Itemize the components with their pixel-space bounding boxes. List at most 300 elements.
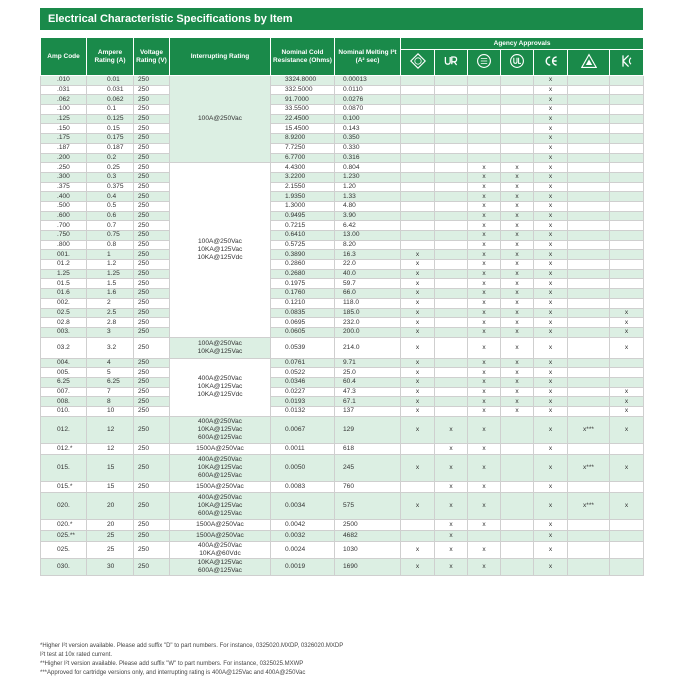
approval-mark-cell: x <box>401 454 435 481</box>
interrupting-rating-cell: 1500A@250Vac <box>170 481 271 492</box>
ampere-rating-cell: 2.5 <box>87 308 134 318</box>
approval-mark-cell <box>435 377 468 387</box>
table-row <box>41 172 644 182</box>
amp-code-cell: 6.25 <box>41 377 87 387</box>
voltage-rating-cell: 250 <box>134 114 170 124</box>
approval-mark-cell: x <box>534 308 568 318</box>
table-row <box>41 211 644 221</box>
approval-mark-cell <box>435 95 468 105</box>
approval-mark-cell <box>401 519 435 530</box>
cold-resistance-cell: 8.9200 <box>271 134 335 144</box>
amp-code-cell: .300 <box>41 172 87 182</box>
header-cold-resistance: Nominal Cold Resistance (Ohms) <box>271 38 335 76</box>
approval-mark-cell <box>610 76 644 86</box>
approval-mark-cell <box>468 153 501 163</box>
ampere-rating-cell: 0.2 <box>87 153 134 163</box>
table-row <box>41 541 644 558</box>
approval-mark-cell: x*** <box>568 492 610 519</box>
approval-mark-cell: x <box>534 368 568 378</box>
table-row <box>41 387 644 397</box>
approval-mark-cell: x <box>468 298 501 308</box>
approval-mark-cell: x <box>501 221 534 231</box>
approval-mark-cell <box>468 85 501 95</box>
approval-mark-cell: x <box>401 492 435 519</box>
approval-mark-cell: x <box>534 143 568 153</box>
melting-i2t-cell: 59.7 <box>335 279 401 289</box>
voltage-rating-cell: 250 <box>134 85 170 95</box>
amp-code-cell: .125 <box>41 114 87 124</box>
voltage-rating-cell: 250 <box>134 182 170 192</box>
voltage-rating-cell: 250 <box>134 143 170 153</box>
voltage-rating-cell: 250 <box>134 279 170 289</box>
approval-mark-cell <box>568 358 610 368</box>
approval-mark-cell <box>610 221 644 231</box>
approval-mark-cell <box>435 250 468 260</box>
cold-resistance-cell: 0.1760 <box>271 289 335 299</box>
approval-mark-cell <box>610 558 644 575</box>
cold-resistance-cell: 0.0019 <box>271 558 335 575</box>
approval-mark-cell: x <box>610 397 644 407</box>
approval-mark-cell: x <box>534 481 568 492</box>
cold-resistance-cell: 0.0067 <box>271 416 335 443</box>
approval-mark-cell <box>568 318 610 328</box>
approval-mark-cell <box>568 260 610 270</box>
approval-mark-cell: x <box>534 260 568 270</box>
approval-mark-cell: x <box>435 492 468 519</box>
approval-mark-cell: x <box>468 358 501 368</box>
approval-mark-cell: x <box>468 182 501 192</box>
approval-mark-cell: x <box>534 182 568 192</box>
approval-mark-cell: x <box>435 443 468 454</box>
melting-i2t-cell: 0.143 <box>335 124 401 134</box>
ampere-rating-cell: 6.25 <box>87 377 134 387</box>
interrupting-rating-cell: 100A@250Vac 10KA@125Vac 10KA@125Vdc <box>170 163 271 337</box>
interrupting-rating-cell: 400A@250Vac 10KA@125Vac 600A@125Vac <box>170 454 271 481</box>
voltage-rating-cell: 250 <box>134 134 170 144</box>
approval-mark-cell <box>568 240 610 250</box>
approval-mark-cell <box>610 231 644 241</box>
approval-mark-cell <box>568 182 610 192</box>
approval-mark-cell <box>568 279 610 289</box>
approval-mark-cell: x <box>501 163 534 173</box>
approval-mark-cell <box>568 114 610 124</box>
melting-i2t-cell: 200.0 <box>335 327 401 337</box>
approval-mark-cell: x <box>468 289 501 299</box>
pse-icon <box>401 50 435 76</box>
approval-mark-cell: x <box>501 337 534 358</box>
ampere-rating-cell: 10 <box>87 407 134 417</box>
approval-mark-cell <box>401 172 435 182</box>
ampere-rating-cell: 3.2 <box>87 337 134 358</box>
ampere-rating-cell: 0.031 <box>87 85 134 95</box>
approval-mark-cell <box>568 327 610 337</box>
table-row <box>41 153 644 163</box>
amp-code-cell: 003. <box>41 327 87 337</box>
amp-code-cell: 01.2 <box>41 260 87 270</box>
approval-mark-cell: x <box>401 260 435 270</box>
approval-mark-cell <box>610 519 644 530</box>
approval-mark-cell <box>468 95 501 105</box>
approval-mark-cell <box>435 387 468 397</box>
approval-mark-cell <box>435 182 468 192</box>
approval-mark-cell <box>401 95 435 105</box>
approval-mark-cell <box>610 541 644 558</box>
voltage-rating-cell: 250 <box>134 240 170 250</box>
ampere-rating-cell: 0.01 <box>87 76 134 86</box>
approval-mark-cell: x <box>401 387 435 397</box>
table-row <box>41 519 644 530</box>
approval-mark-cell: x <box>468 240 501 250</box>
approval-mark-cell: x <box>468 318 501 328</box>
interrupting-rating-cell: 400A@250Vac 10KA@125Vac 600A@125Vac <box>170 416 271 443</box>
melting-i2t-cell: 0.00013 <box>335 76 401 86</box>
approval-mark-cell <box>501 541 534 558</box>
approval-mark-cell <box>568 76 610 86</box>
header-ampere-rating: Ampere Rating (A) <box>87 38 134 76</box>
table-row <box>41 289 644 299</box>
voltage-rating-cell: 250 <box>134 76 170 86</box>
cold-resistance-cell: 91.7000 <box>271 95 335 105</box>
voltage-rating-cell: 250 <box>134 481 170 492</box>
melting-i2t-cell: 0.0110 <box>335 85 401 95</box>
approval-mark-cell <box>568 269 610 279</box>
melting-i2t-cell: 575 <box>335 492 401 519</box>
approval-mark-cell: x <box>534 443 568 454</box>
ampere-rating-cell: 0.375 <box>87 182 134 192</box>
amp-code-cell: 015. <box>41 454 87 481</box>
melting-i2t-cell: 8.20 <box>335 240 401 250</box>
footnote: ***Approved for cartridge versions only, and interrupting rating is 400A@125Vac and 400A@250Vac <box>40 670 306 676</box>
melting-i2t-cell: 760 <box>335 481 401 492</box>
approval-mark-cell: x <box>501 250 534 260</box>
approval-mark-cell <box>401 85 435 95</box>
approval-mark-cell: x <box>534 153 568 163</box>
cold-resistance-cell: 0.3890 <box>271 250 335 260</box>
voltage-rating-cell: 250 <box>134 163 170 173</box>
ce-icon <box>534 50 568 76</box>
approval-mark-cell <box>568 163 610 173</box>
approval-mark-cell <box>610 358 644 368</box>
cold-resistance-cell: 0.9495 <box>271 211 335 221</box>
approval-mark-cell <box>401 443 435 454</box>
approval-mark-cell: x <box>534 416 568 443</box>
approval-mark-cell <box>610 289 644 299</box>
voltage-rating-cell: 250 <box>134 308 170 318</box>
approval-mark-cell <box>401 240 435 250</box>
approval-mark-cell <box>401 163 435 173</box>
approval-mark-cell <box>435 358 468 368</box>
melting-i2t-cell: 66.0 <box>335 289 401 299</box>
voltage-rating-cell: 250 <box>134 558 170 575</box>
amp-code-cell: 015.* <box>41 481 87 492</box>
ampere-rating-cell: 4 <box>87 358 134 368</box>
table-row <box>41 454 644 481</box>
melting-i2t-cell: 22.0 <box>335 260 401 270</box>
approval-mark-cell <box>501 76 534 86</box>
melting-i2t-cell: 0.0870 <box>335 105 401 115</box>
amp-code-cell: .062 <box>41 95 87 105</box>
approval-mark-cell: x <box>610 454 644 481</box>
melting-i2t-cell: 1.20 <box>335 182 401 192</box>
melting-i2t-cell: 2500 <box>335 519 401 530</box>
cold-resistance-cell: 332.5000 <box>271 85 335 95</box>
approval-mark-cell <box>568 519 610 530</box>
header-voltage-rating: Voltage Rating (V) <box>134 38 170 76</box>
approval-mark-cell <box>501 153 534 163</box>
amp-code-cell: 004. <box>41 358 87 368</box>
table-row <box>41 134 644 144</box>
approval-mark-cell <box>610 114 644 124</box>
approval-mark-cell: x <box>401 541 435 558</box>
melting-i2t-cell: 0.316 <box>335 153 401 163</box>
table-row <box>41 192 644 202</box>
approval-mark-cell <box>568 143 610 153</box>
melting-i2t-cell: 214.0 <box>335 337 401 358</box>
cold-resistance-cell: 0.0227 <box>271 387 335 397</box>
voltage-rating-cell: 250 <box>134 298 170 308</box>
table-row <box>41 298 644 308</box>
melting-i2t-cell: 1.230 <box>335 172 401 182</box>
table-row <box>41 492 644 519</box>
ampere-rating-cell: 0.187 <box>87 143 134 153</box>
approval-mark-cell: x <box>401 358 435 368</box>
approval-mark-cell <box>568 172 610 182</box>
table-row <box>41 481 644 492</box>
approval-mark-cell: x <box>468 327 501 337</box>
ampere-rating-cell: 0.75 <box>87 231 134 241</box>
cold-resistance-cell: 0.0034 <box>271 492 335 519</box>
approval-mark-cell <box>568 530 610 541</box>
header-amp-code: Amp Code <box>41 38 87 76</box>
cold-resistance-cell: 0.1210 <box>271 298 335 308</box>
approval-mark-cell: x <box>534 105 568 115</box>
approval-mark-cell: x <box>468 337 501 358</box>
ampere-rating-cell: 20 <box>87 519 134 530</box>
approval-mark-cell <box>501 95 534 105</box>
approval-mark-cell <box>468 76 501 86</box>
approval-mark-cell <box>468 114 501 124</box>
amp-code-cell: 02.5 <box>41 308 87 318</box>
approval-mark-cell: x <box>468 269 501 279</box>
ampere-rating-cell: 0.3 <box>87 172 134 182</box>
approval-mark-cell: x <box>534 201 568 211</box>
approval-mark-cell <box>610 250 644 260</box>
voltage-rating-cell: 250 <box>134 260 170 270</box>
melting-i2t-cell: 137 <box>335 407 401 417</box>
approval-mark-cell <box>435 337 468 358</box>
amp-code-cell: .400 <box>41 192 87 202</box>
voltage-rating-cell: 250 <box>134 377 170 387</box>
table-row <box>41 76 644 86</box>
cold-resistance-cell: 0.1975 <box>271 279 335 289</box>
header-melting-i2t: Nominal Melting I²t (A² sec) <box>335 38 401 76</box>
approval-mark-cell: x <box>501 358 534 368</box>
approval-mark-cell: x <box>610 337 644 358</box>
approval-mark-cell: x <box>610 492 644 519</box>
approval-mark-cell: x <box>401 298 435 308</box>
approval-mark-cell: x <box>534 397 568 407</box>
approval-mark-cell: x <box>468 454 501 481</box>
approval-mark-cell: x <box>534 318 568 328</box>
approval-mark-cell <box>435 221 468 231</box>
ampere-rating-cell: 12 <box>87 416 134 443</box>
approval-mark-cell: x <box>468 221 501 231</box>
approval-mark-cell <box>401 76 435 86</box>
header-interrupting-rating: Interrupting Rating <box>170 38 271 76</box>
cold-resistance-cell: 0.0695 <box>271 318 335 328</box>
ampere-rating-cell: 20 <box>87 492 134 519</box>
approval-mark-cell <box>610 269 644 279</box>
approval-mark-cell <box>435 279 468 289</box>
approval-mark-cell <box>568 337 610 358</box>
table-row <box>41 260 644 270</box>
voltage-rating-cell: 250 <box>134 221 170 231</box>
cold-resistance-cell: 0.0024 <box>271 541 335 558</box>
approval-mark-cell <box>568 192 610 202</box>
table-row <box>41 337 644 358</box>
interrupting-rating-cell: 400A@250Vac 10KA@125Vac 600A@125Vac <box>170 492 271 519</box>
approval-mark-cell: x <box>501 231 534 241</box>
voltage-rating-cell: 250 <box>134 231 170 241</box>
voltage-rating-cell: 250 <box>134 269 170 279</box>
approval-mark-cell <box>435 105 468 115</box>
ampere-rating-cell: 12 <box>87 443 134 454</box>
approval-mark-cell: x <box>534 192 568 202</box>
cold-resistance-cell: 4.4300 <box>271 163 335 173</box>
ur-recognized-icon <box>435 50 468 76</box>
approval-mark-cell: x <box>435 519 468 530</box>
approval-mark-cell: x <box>534 407 568 417</box>
csa-icon <box>468 50 501 76</box>
table-row <box>41 407 644 417</box>
spec-table <box>40 37 644 576</box>
approval-mark-cell <box>401 231 435 241</box>
approval-mark-cell: x*** <box>568 454 610 481</box>
voltage-rating-cell: 250 <box>134 358 170 368</box>
table-row <box>41 530 644 541</box>
approval-mark-cell: x <box>468 279 501 289</box>
melting-i2t-cell: 245 <box>335 454 401 481</box>
melting-i2t-cell: 1690 <box>335 558 401 575</box>
voltage-rating-cell: 250 <box>134 289 170 299</box>
approval-mark-cell <box>435 85 468 95</box>
cold-resistance-cell: 0.0605 <box>271 327 335 337</box>
approval-mark-cell: x <box>468 377 501 387</box>
approval-mark-cell: x <box>534 124 568 134</box>
cold-resistance-cell: 0.0083 <box>271 481 335 492</box>
cold-resistance-cell: 0.0539 <box>271 337 335 358</box>
approval-mark-cell <box>401 124 435 134</box>
approval-mark-cell: x <box>534 327 568 337</box>
approval-mark-cell <box>435 397 468 407</box>
approval-mark-cell: x <box>534 231 568 241</box>
amp-code-cell: 025. <box>41 541 87 558</box>
approval-mark-cell <box>501 481 534 492</box>
approval-mark-cell <box>610 143 644 153</box>
approval-mark-cell <box>435 308 468 318</box>
approval-mark-cell: x <box>534 211 568 221</box>
approval-mark-cell: x <box>468 558 501 575</box>
melting-i2t-cell: 60.4 <box>335 377 401 387</box>
approval-mark-cell: x <box>501 192 534 202</box>
table-row <box>41 327 644 337</box>
approval-mark-cell: x <box>435 530 468 541</box>
melting-i2t-cell: 6.42 <box>335 221 401 231</box>
kc-icon <box>610 50 644 76</box>
amp-code-cell: 002. <box>41 298 87 308</box>
approval-mark-cell: x <box>401 327 435 337</box>
voltage-rating-cell: 250 <box>134 337 170 358</box>
approval-mark-cell: x <box>501 172 534 182</box>
amp-code-cell: .800 <box>41 240 87 250</box>
table-row <box>41 114 644 124</box>
approval-mark-cell <box>468 124 501 134</box>
approval-mark-cell: x <box>468 368 501 378</box>
melting-i2t-cell: 13.00 <box>335 231 401 241</box>
table-row <box>41 201 644 211</box>
approval-mark-cell: x <box>534 76 568 86</box>
approval-mark-cell <box>435 114 468 124</box>
amp-code-cell: .010 <box>41 76 87 86</box>
ampere-rating-cell: 25 <box>87 530 134 541</box>
voltage-rating-cell: 250 <box>134 327 170 337</box>
cold-resistance-cell: 3324.8000 <box>271 76 335 86</box>
approval-mark-cell: x <box>435 454 468 481</box>
amp-code-cell: .200 <box>41 153 87 163</box>
table-row <box>41 105 644 115</box>
approval-mark-cell: x <box>534 134 568 144</box>
voltage-rating-cell: 250 <box>134 95 170 105</box>
approval-mark-cell <box>435 192 468 202</box>
approval-mark-cell <box>401 182 435 192</box>
approval-mark-cell <box>610 240 644 250</box>
approval-mark-cell <box>435 76 468 86</box>
ampere-rating-cell: 0.8 <box>87 240 134 250</box>
approval-mark-cell <box>610 172 644 182</box>
approval-mark-cell <box>435 211 468 221</box>
table-row <box>41 182 644 192</box>
approval-mark-cell <box>568 443 610 454</box>
semko-triangle-icon <box>568 50 610 76</box>
approval-mark-cell: x <box>468 308 501 318</box>
approval-mark-cell <box>610 298 644 308</box>
approval-mark-cell: x <box>468 519 501 530</box>
ampere-rating-cell: 1.6 <box>87 289 134 299</box>
approval-mark-cell: x <box>534 337 568 358</box>
approval-mark-cell <box>501 492 534 519</box>
cold-resistance-cell: 2.1550 <box>271 182 335 192</box>
voltage-rating-cell: 250 <box>134 443 170 454</box>
approval-mark-cell <box>568 231 610 241</box>
melting-i2t-cell: 129 <box>335 416 401 443</box>
table-row <box>41 279 644 289</box>
melting-i2t-cell: 16.3 <box>335 250 401 260</box>
approval-mark-cell <box>610 279 644 289</box>
interrupting-rating-cell: 1500A@250Vac <box>170 530 271 541</box>
approval-mark-cell <box>568 308 610 318</box>
approval-mark-cell <box>568 387 610 397</box>
voltage-rating-cell: 250 <box>134 192 170 202</box>
approval-mark-cell: x <box>534 279 568 289</box>
cold-resistance-cell: 0.0522 <box>271 368 335 378</box>
approval-mark-cell <box>435 368 468 378</box>
approval-mark-cell: x <box>401 397 435 407</box>
approval-mark-cell <box>610 443 644 454</box>
approval-mark-cell <box>568 124 610 134</box>
ampere-rating-cell: 0.062 <box>87 95 134 105</box>
ampere-rating-cell: 8 <box>87 397 134 407</box>
melting-i2t-cell: 25.0 <box>335 368 401 378</box>
